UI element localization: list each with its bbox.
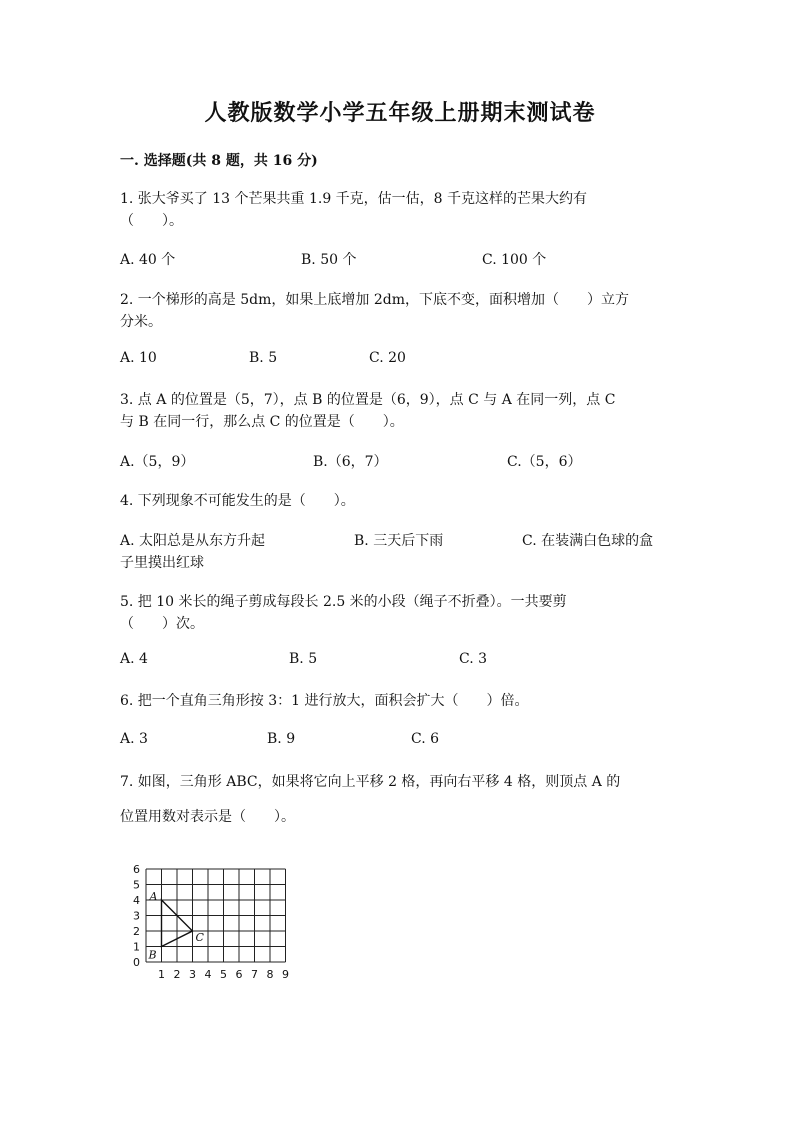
x-tick-label: 3 xyxy=(189,968,196,981)
question-1-line-2: （ ）。 xyxy=(120,213,183,229)
section-heading: 一. 选择题(共 8 题，共 16 分) xyxy=(120,153,318,169)
x-tick-label: 1 xyxy=(158,968,165,981)
question-2-option-b: B. 5 xyxy=(249,350,278,366)
question-2-line-1: 2. 一个梯形的高是 5dm，如果上底增加 2dm，下底不变，面积增加（ ）立方 xyxy=(120,292,629,308)
y-tick-label: 0 xyxy=(133,956,140,969)
question-3-line-1: 3. 点 A 的位置是（5，7），点 B 的位置是（6，9），点 C 与 A 在同一列，点 C xyxy=(120,392,616,408)
question-5-option-b: B. 5 xyxy=(289,651,318,667)
question-5-option-c: C. 3 xyxy=(459,651,488,667)
grid-lines xyxy=(146,869,286,962)
question-1-option-b: B. 50 个 xyxy=(301,252,357,268)
question-7-line-1: 7. 如图，三角形 ABC，如果将它向上平移 2 格，再向右平移 4 格，则顶点 A 的 xyxy=(120,774,621,790)
y-tick-label: 3 xyxy=(133,909,140,923)
y-tick-label: 2 xyxy=(133,925,140,938)
question-3-line-2: 与 B 在同一行，那么点 C 的位置是（ ）。 xyxy=(120,414,404,430)
x-tick-label: 6 xyxy=(235,968,243,981)
y-tick-label: 1 xyxy=(133,940,140,954)
grid-figure xyxy=(126,858,306,988)
question-4-option-c: C. 在装满白色球的盒 xyxy=(522,533,654,549)
x-tick-label: 7 xyxy=(251,968,258,981)
question-2-option-c: C. 20 xyxy=(369,350,406,366)
question-3-option-c: C.（5，6） xyxy=(507,454,582,470)
question-5-option-a: A. 4 xyxy=(120,651,148,667)
y-tick-label: 4 xyxy=(133,894,140,907)
y-tick-label: 6 xyxy=(133,863,140,876)
question-4-line-1: 4. 下列现象不可能发生的是（ ）。 xyxy=(120,493,355,509)
point-label-c: C xyxy=(195,931,204,944)
question-7-line-2: 位置用数对表示是（ ）。 xyxy=(120,809,295,825)
x-axis-labels xyxy=(158,968,289,981)
y-axis-labels xyxy=(133,863,140,969)
question-2-option-a: A. 10 xyxy=(120,350,157,366)
question-6-line-1: 6. 把一个直角三角形按 3：1 进行放大，面积会扩大（ ）倍。 xyxy=(120,693,529,709)
x-tick-label: 8 xyxy=(266,968,274,981)
question-1-option-a: A. 40 个 xyxy=(120,252,176,268)
question-5-line-1: 5. 把 10 米长的绳子剪成每段长 2.5 米的小段（绳子不折叠）。一共要剪 xyxy=(120,594,567,610)
y-tick-label: 5 xyxy=(133,878,140,892)
x-tick-label: 9 xyxy=(282,968,289,981)
question-5-line-2: （ ）次。 xyxy=(120,616,204,632)
question-6-option-c: C. 6 xyxy=(411,731,440,747)
page-title: 人教版数学小学五年级上册期末测试卷 xyxy=(204,100,596,126)
question-3-option-b: B.（6，7） xyxy=(313,454,388,470)
point-label-a: A xyxy=(149,890,158,903)
question-4-option-c-continued: 子里摸出红球 xyxy=(120,555,204,571)
question-6-option-a: A. 3 xyxy=(120,731,148,747)
question-6-option-b: B. 9 xyxy=(267,731,296,747)
x-tick-label: 4 xyxy=(204,968,212,981)
point-labels xyxy=(148,890,205,962)
x-tick-label: 2 xyxy=(173,968,181,981)
question-4-option-b: B. 三天后下雨 xyxy=(354,533,444,549)
question-1-option-c: C. 100 个 xyxy=(482,252,547,268)
question-3-option-a: A.（5，9） xyxy=(120,454,195,470)
point-label-b: B xyxy=(148,948,157,962)
x-tick-label: 5 xyxy=(220,968,227,981)
question-4-option-a: A. 太阳总是从东方升起 xyxy=(120,533,266,549)
question-2-line-2: 分米。 xyxy=(120,314,162,330)
question-1-line-1: 1. 张大爷买了 13 个芒果共重 1.9 千克，估一估，8 千克这样的芒果大约有 xyxy=(120,191,588,207)
